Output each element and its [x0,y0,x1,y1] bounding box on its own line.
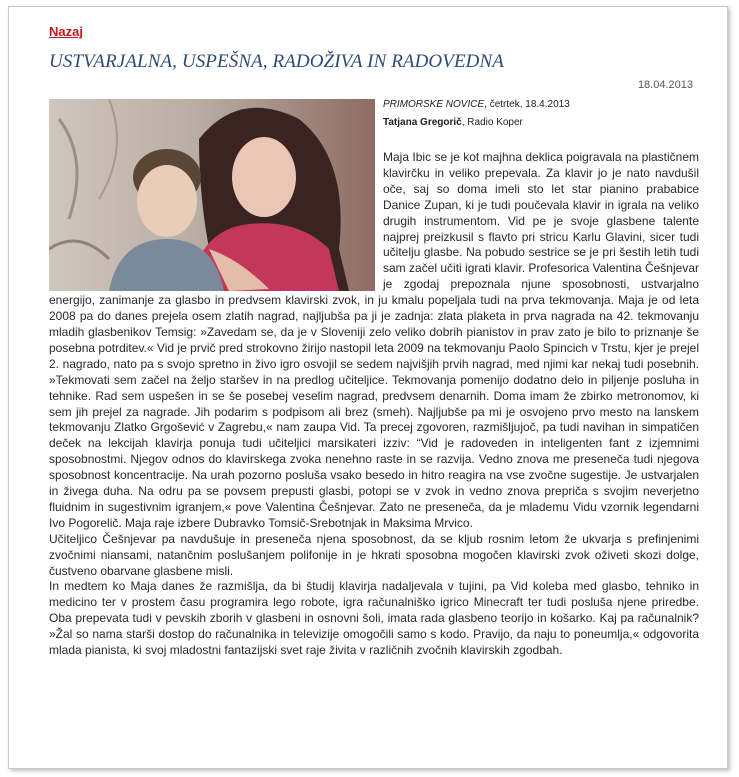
paragraph: Učiteljico Češnjevar pa navdušuje in preseneča njena sposobnost, da se kljub rosnim letom že ukvarja s prefinjenimi zvočnimi niansami, natančnim poslušanjem polifonije in je hkrati sposobna mogočen klavirski zvok oživeti skozi dolge, čustveno obarvane glasbene misli. [49,531,699,578]
newspaper-name: PRIMORSKE NOVICE [383,99,485,110]
source-line [383,99,570,110]
back-link[interactable]: Nazaj [49,24,83,39]
article-title: USTVARJALNA, USPEŠNA, RADOŽIVA IN RADOVEDNA [49,51,504,72]
paragraph: Maja Ibic se je kot majhna deklica poigravala na plastičnem klavirčku in veliko prepevala. Za klavir jo je nato navdušil oče, saj so doma imeli sto let star pianino prababice Danice Zupan, ki je tudi poučevala klavir in igrala na veliko drugih instrumentom. Vid pe je svoje glasbene talente najprej preizkusil s flavto pri stricu Karlu Glavini, sicer tudi učitelju glasbe. Na pobudo sestrice se je pri šestih letih tudi sam začel učiti igrati klavir. Profesorica Valentina Češnjevar je zgodaj prepoznala njune sposobnosti, ustvarjalno energijo, zanimanje za glasbo in predvsem klavirski zvok, in ju kmalu popeljala tudi na prva tekmovanja. Maja je od leta 2008 pa do danes prejela osem zlatih nagrad, najljubša pa ji je zadnja: zlata plaketa in prva nagrada na 42. tekmovanju mladih glasbenikov Temsig: »Zavedam se, da je v Sloveniji zelo veliko dobrih pianistov in prav zato je bilo to priznanje še posebna potrditev.« Vid je prvič pred strokovno žirijo nastopil leta 2009 na tekmovanju Paolo Spincich v Trstu, kjer je prejel 2. nagrado, nato pa s svojo spretno in živo igro osvojil se sedem najvišjih prvih nagrad, med njimi kar nekaj tudi posebnih. »Tekmovati sem začel na željo staršev in na predlog učiteljice. Tekmovanja pomenijo dodatno delo in piljenje posluha in tehnike. Rad sem uspešen in se še posebej veselim nagrad, predvsem denarnih. Doma imam že zbirko metronomov, ki sem jih prejel za nagrade. Jih podarim s podpisom ali brez (smeh). Najljubše pa mi je osvojeno prvo mesto na lanskem tekmovanju Zlatko Grgošević v Zagrebu,« nam zaupa Vid. Ta precej zgovoren, razmišljujoč, pa tudi navihan in simpatičen deček na lekcijah klavirja ponuja tudi učiteljici marsikateri izziv: “Vid je radoveden in inteligenten fant z izjemnimi sposobnostmi. Njegov odnos do klavirskega zvoka nenehno raste in se razvija. Vedno znova me preseneča tudi njegova sposobnost koncentracije. Na urah pozorno posluša vsako besedo in hitro reagira na vse zvočne sugestije. Je ustvarjalen in živega duha. Na odru pa se povsem prepusti glasbi, potopi se v zvok in vedno znova prepriča s svojim neverjetno fluidnim in sugestivnim igranjem,« pove Valentina Češnjevar. Zato ne preseneča, da je mlademu Vidu vzornik legendarni Ivo Pogorelič. Maja raje izbere Dubravko Tomsič-Srebotnjak in Maksima Mrvico. [49,150,699,530]
author-name: Tatjana Gregorič [383,117,462,128]
paragraph: In medtem ko Maja danes že razmišlja, da bi študij klavirja nadaljevala v tujini, pa Vid koleba med glasbo, tehniko in medicino ter v prostem času programira lego robote, igra računalniško igrico Minecraft ter tudi posluša njene priredbe. Oba prepevata tudi v pevskih zborih v glasbeni in osnovni šoli, imata rada glasbeno teorijo in košarko. Kaj pa računalnik? »Žal so nama starši dostop do računalnika in televizije omogočili samo s kodo. Pravijo, da naju to poneumlja,« odgovorita mlada pianista, ki svoj mladostni fantazijski svet raje živita v različnih zvočnih klavirskih zgodbah. [49,579,699,658]
author-line [383,117,523,128]
article-body [49,150,699,659]
article-card [8,6,728,769]
publish-date: 18.04.2013 [637,79,693,91]
photo-spacer [49,150,383,290]
author-outlet: , Radio Koper [461,117,523,128]
source-date: , četrtek, 18.4.2013 [484,99,570,110]
